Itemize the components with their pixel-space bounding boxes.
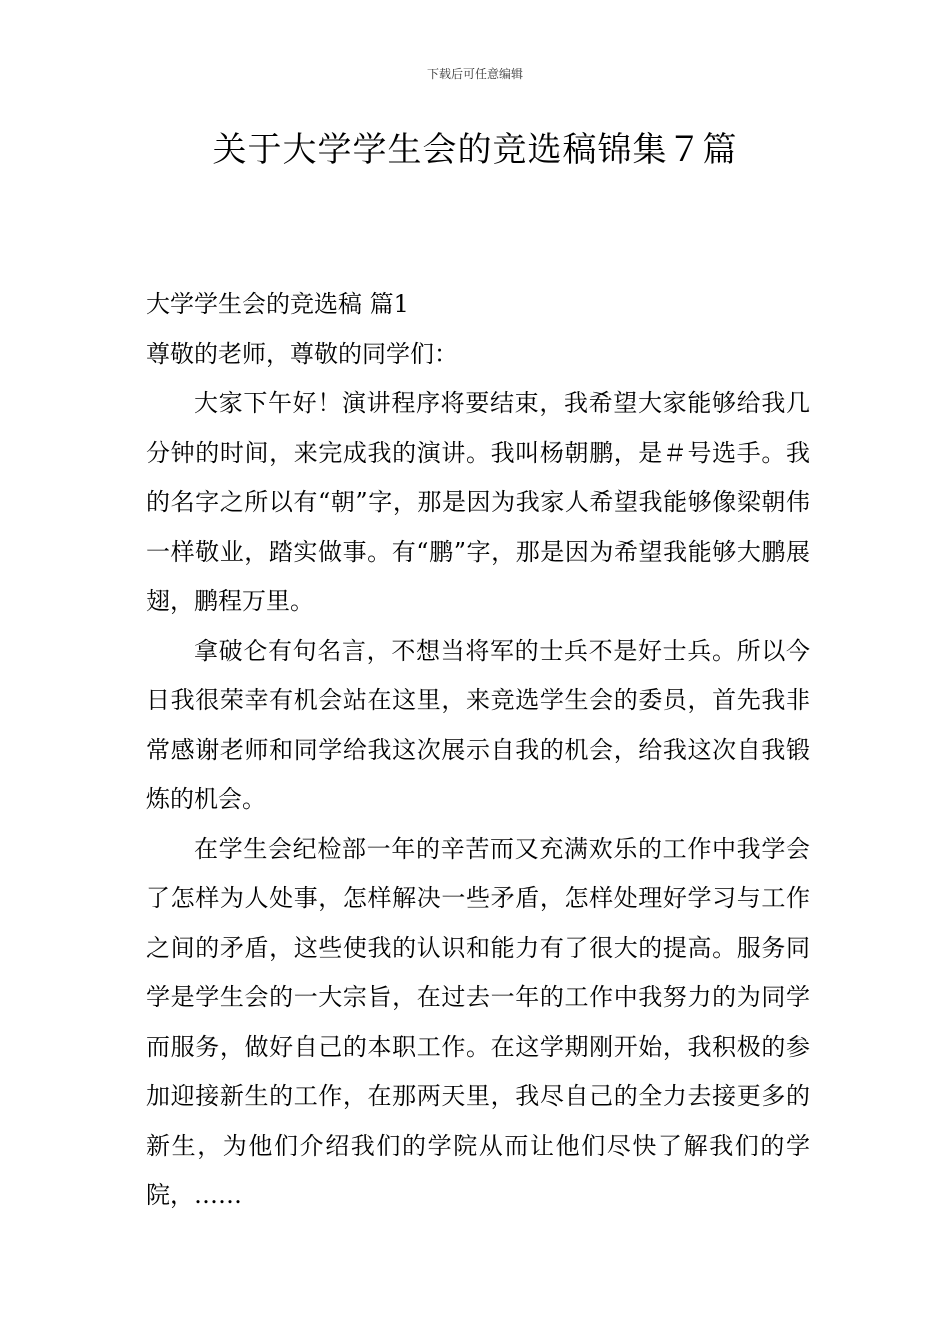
document-title: 关于大学学生会的竞选稿锦集７篇 [212,130,738,170]
body-paragraph: 在学生会纪检部一年的辛苦而又充满欢乐的工作中我学会了怎样为人处事，怎样解决一些矛盾，怎样处理好学习与工作之间的矛盾，这些使我的认识和能力有了很大的提高。服务同学是学生会的一大宗旨，在过去一年的工作中我努力的为同学而服务，做好自己的本职工作。在这学期刚开始，我积极的参加迎接新生的工作，在那两天里，我尽自己的全力去接更多的新生，为他们介绍我们的学院从而让他们尽快了解我们的学院，…… [146,834,810,1209]
header-note: 下载后可任意编辑 [426,67,523,81]
body-paragraph: 拿破仑有句名言，不想当将军的士兵不是好士兵。所以今日我很荣幸有机会站在这里，来竞选学生会的委员，首先我非常感谢老师和同学给我这次展示自我的机会，给我这次自我锻炼的机会。 [146,636,810,813]
salutation: 尊敬的老师，尊敬的同学们： [146,339,458,368]
document-body [146,280,810,1221]
section-heading: 大学学生会的竞选稿 篇1 [146,290,409,318]
body-paragraph: 大家下午好！演讲程序将要结束，我希望大家能够给我几分钟的时间，来完成我的演讲。我叫杨朝鹏，是＃号选手。我的名字之所以有“朝”字，那是因为我家人希望我能够像梁朝伟一样敬业，踏实做事。有“鹏”字，那是因为希望我能够大鹏展翅，鹏程万里。 [146,389,810,615]
